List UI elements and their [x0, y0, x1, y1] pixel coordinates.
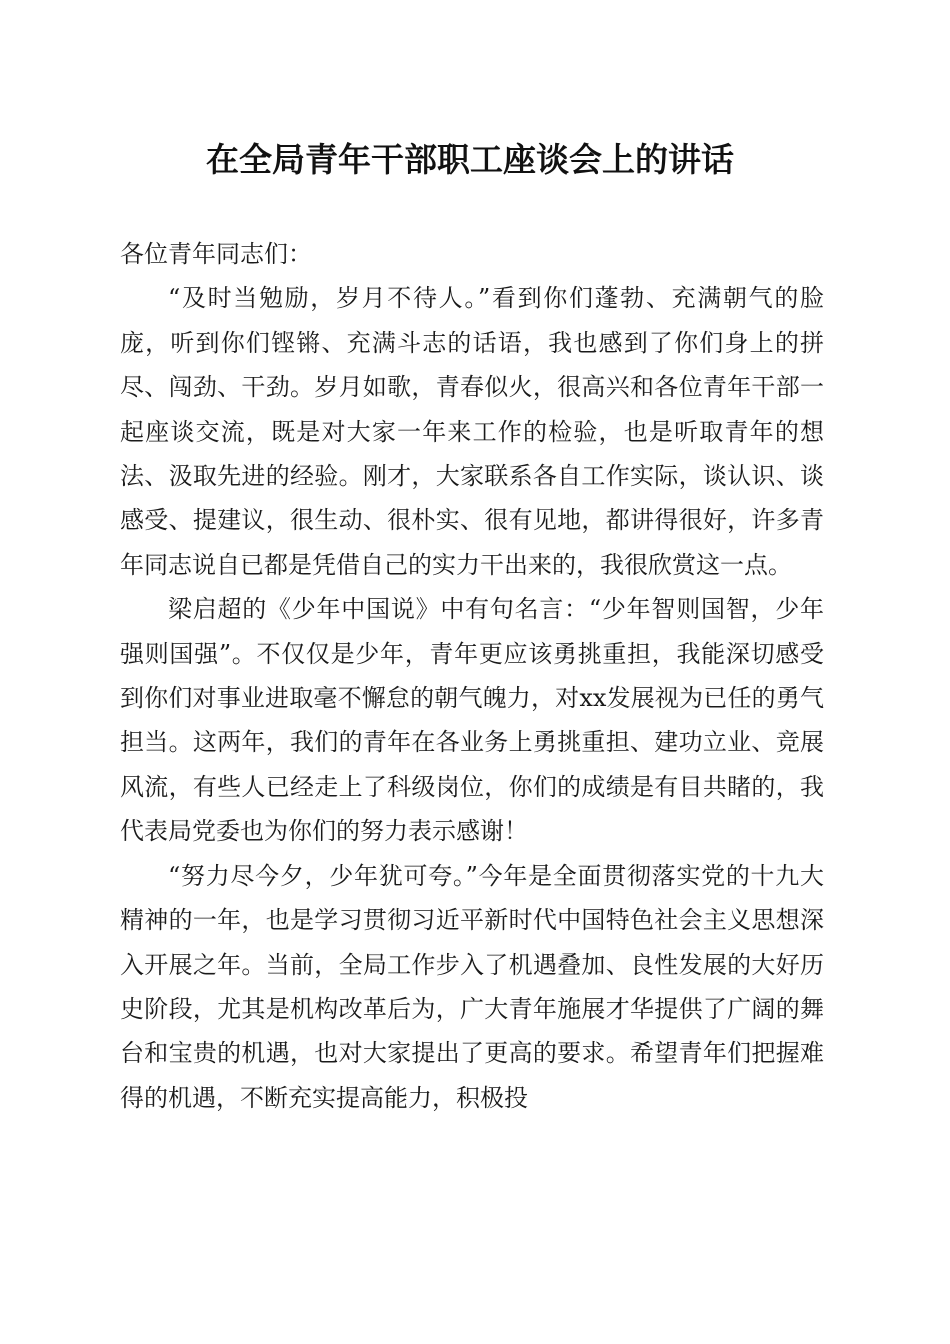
document-body [120, 232, 824, 1120]
document-title: 在全局青年干部职工座谈会上的讲话 [206, 140, 734, 179]
paragraph-2: 梁启超的《少年中国说》中有句名言：“少年智则国智，少年强则国强”。不仅仅是少年，青年更应该勇挑重担，我能深切感受到你们对事业进取毫不懈怠的朝气魄力，对xx发展视为已任的勇气担当。这两年，我们的青年在各业务上勇挑重担、建功立业、竞展风流，有些人已经走上了科级岗位，你们的成绩是有目共睹的，我代表局党委也为你们的努力表示感谢！ [120, 595, 824, 846]
paragraph-1: “及时当勉励，岁月不待人。”看到你们蓬勃、充满朝气的脸庞，听到你们铿锵、充满斗志的话语，我也感到了你们身上的拼尽、闯劲、干劲。岁月如歌，青春似火，很高兴和各位青年干部一起座谈交流，既是对大家一年来工作的检验，也是听取青年的想法、汲取先进的经验。刚才，大家联系各自工作实际，谈认识、谈感受、提建议，很生动、很朴实、很有见地，都讲得很好，许多青年同志说自已都是凭借自己的实力干出来的，我很欣赏这一点。 [120, 284, 824, 579]
salutation: 各位青年同志们： [120, 240, 312, 268]
paragraph-3: “努力尽今夕，少年犹可夸。”今年是全面贯彻落实党的十九大精神的一年，也是学习贯彻习近平新时代中国特色社会主义思想深入开展之年。当前，全局工作步入了机遇叠加、良性发展的大好历史阶段，尤其是机构改革后为，广大青年施展才华提供了广阔的舞台和宝贵的机遇，也对大家提出了更高的要求。希望青年们把握难得的机遇，不断充实提高能力，积极投 [120, 861, 824, 1112]
